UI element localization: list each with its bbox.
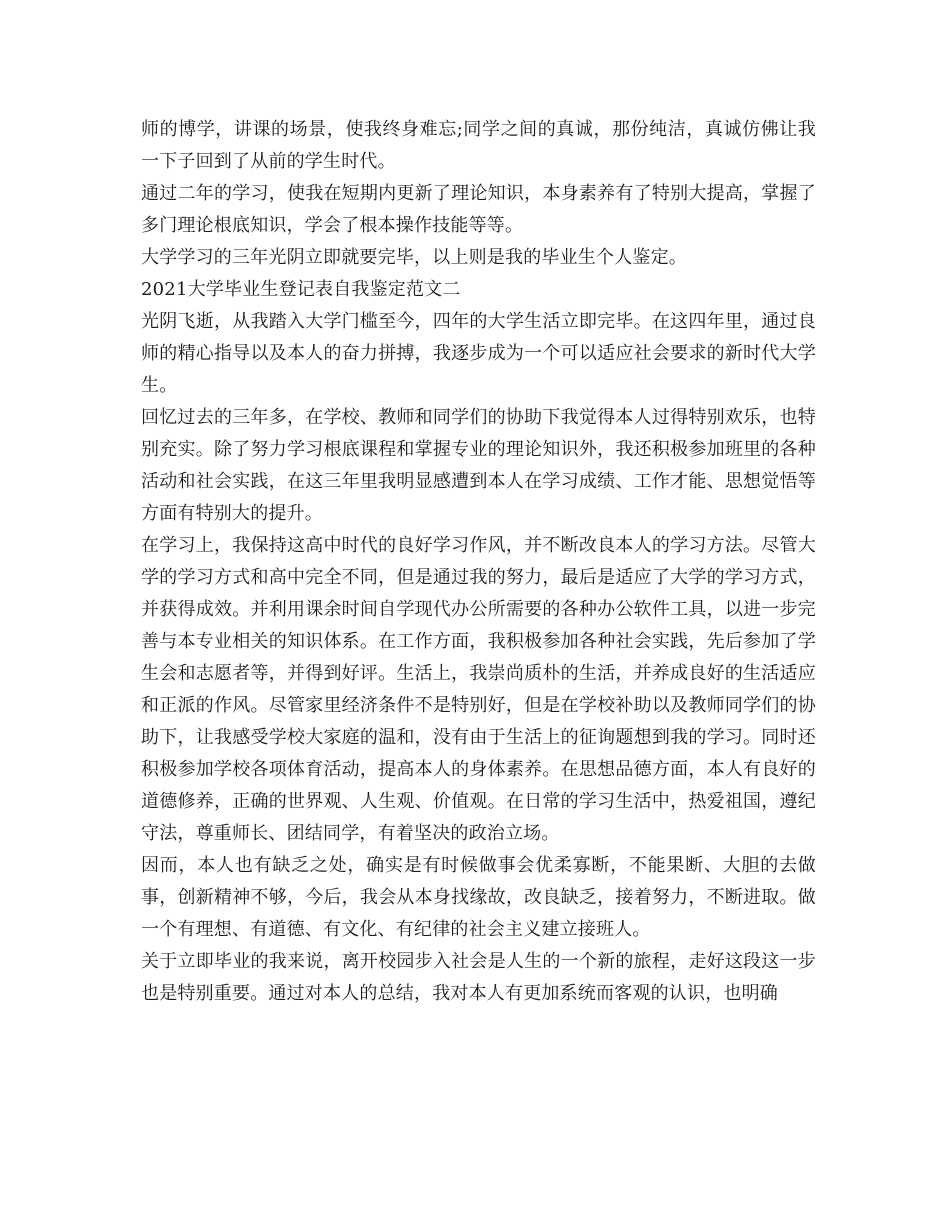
paragraph: 关于立即毕业的我来说，离开校园步入社会是人生的一个新的旅程，走好这段这一步也是特别重要。通过对本人的总结，我对本人有更加系统而客观的认识，也明确 [141,951,816,1004]
document-body [141,114,816,1010]
section-heading: 2021大学毕业生登记表自我鉴定范文二 [141,279,461,300]
paragraph: 师的博学，讲课的场景，使我终身难忘;同学之间的真诚，那份纯洁，真诚仿佛让我一下子回到了从前的学生时代。 [141,119,816,172]
paragraph: 光阴飞逝，从我踏入大学门槛至今，四年的大学生活立即完毕。在这四年里，通过良师的精心指导以及本人的奋力拼搏，我逐步成为一个可以适应社会要求的新时代大学生。 [141,311,816,396]
paragraph: 在学习上，我保持这高中时代的良好学习作风，并不断改良本人的学习方法。尽管大学的学习方式和高中完全不同，但是通过我的努力，最后是适应了大学的学习方式，并获得成效。并利用课余时间自学现代办公所需要的各种办公软件工具，以进一步完善与本专业相关的知识体系。在工作方面，我积极参加各种社会实践，先后参加了学生会和志愿者等，并得到好评。生活上，我崇尚质朴的生活，并养成良好的生活适应和正派的作风。尽管家里经济条件不是特别好，但是在学校补助以及教师同学们的协助下，让我感受学校大家庭的温和，没有由于生活上的征询题想到我的学习。同时还积极参加学校各项体育活动，提高本人的身体素养。在思想品德方面，本人有良好的道德修养，正确的世界观、人生观、价值观。在日常的学习生活中，热爱祖国，遵纪守法，尊重师长、团结同学，有着坚决的政治立场。 [141,535,816,844]
paragraph: 大学学习的三年光阴立即就要完毕，以上则是我的毕业生个人鉴定。 [141,247,687,268]
paragraph: 回忆过去的三年多，在学校、教师和同学们的协助下我觉得本人过得特别欢乐，也特别充实。除了努力学习根底课程和掌握专业的理论知识外，我还积极参加班里的各种活动和社会实践，在这三年里我明显感遭到本人在学习成绩、工作才能、思想觉悟等方面有特别大的提升。 [141,407,816,524]
paragraph: 因而，本人也有缺乏之处，确实是有时候做事会优柔寡断，不能果断、大胆的去做事，创新精神不够，今后，我会从本身找缘故，改良缺乏，接着努力，不断进取。做一个有理想、有道德、有文化、有纪律的社会主义建立接班人。 [141,855,816,940]
paragraph: 通过二年的学习，使我在短期内更新了理论知识，本身素养有了特别大提高，掌握了多门理论根底知识，学会了根本操作技能等等。 [141,183,816,236]
